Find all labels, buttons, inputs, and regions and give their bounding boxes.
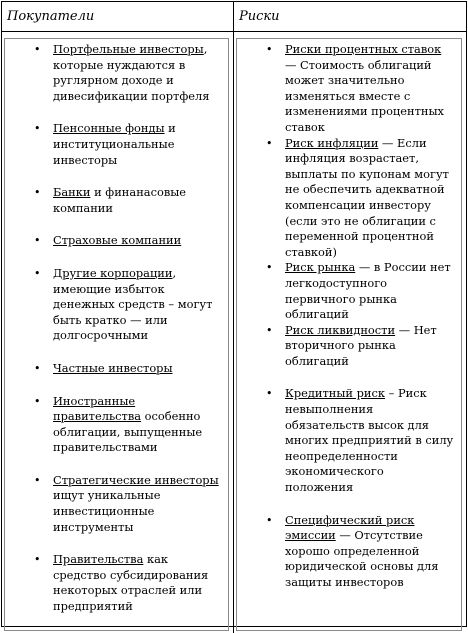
buyer-text: , имеющие избыток денежных средств – могут быть кратко — или долгосрочными <box>53 265 213 343</box>
buyer-term: Пенсонные фонды <box>53 121 165 136</box>
risks-column <box>234 32 466 633</box>
risk-term: Специфический риск эмиссии <box>285 512 415 543</box>
list-item <box>5 473 222 535</box>
risk-term: Риск рынка <box>285 260 356 275</box>
list-item <box>237 42 455 136</box>
risks-list <box>237 42 455 591</box>
list-item <box>5 361 222 377</box>
buyer-text: особенно облигации, выпущенные правительствами <box>53 409 203 455</box>
list-item <box>5 266 222 344</box>
buyer-text: ищут уникальные инвестиционные инструменты <box>53 488 161 534</box>
buyer-term: Портфельные инвесторы <box>53 42 204 56</box>
buyer-term: Правительства <box>53 552 144 567</box>
buyer-text: и финанасовые компании <box>53 185 187 215</box>
list-item <box>5 552 222 614</box>
buyer-term: Банки <box>53 185 91 200</box>
list-item <box>5 42 222 104</box>
buyers-risks-table <box>1 1 467 627</box>
risk-text: — в России нет легкодоступного первичного рынка облигаций <box>285 260 451 322</box>
buyer-term: Частные инвесторы <box>53 360 173 375</box>
buyer-text: как средство субсидирования некоторых отраслей или предприятий <box>53 552 209 614</box>
list-item <box>237 260 455 322</box>
buyers-column <box>2 32 234 633</box>
risk-text: — Если инфляция возрастает, выплаты по купонам могут не обеспечить адекватной компенсации инвестору (если это не облигации с переменной процентной ставкой) <box>285 135 449 259</box>
risk-text: – Риск невыполнения обязательств высок для многих предприятий в силу неопределенности экономического положения <box>285 386 454 495</box>
header-risks: Риски <box>234 2 466 32</box>
risk-term: Риск ликвидности <box>285 322 396 337</box>
risk-term: Кредитный риск <box>285 386 386 401</box>
buyers-frame <box>4 38 229 631</box>
list-item <box>5 394 222 456</box>
risk-text: — Нет вторичного рынка облигаций <box>285 322 437 368</box>
list-item <box>5 185 222 216</box>
risk-text: — Стоимость облигаций может значительно изменяться вместе с изменениями процентных ставок <box>285 57 444 134</box>
buyer-term: Стратегические инвесторы <box>53 472 219 487</box>
risk-term: Риски процентных ставок <box>285 42 442 56</box>
risks-frame <box>236 38 462 631</box>
buyer-term: Иностранные правительства <box>53 393 142 424</box>
list-item <box>5 233 222 249</box>
list-item <box>5 121 222 168</box>
risk-text: — Отсутствие хорошо определенной юридической основы для защиты инвесторов <box>285 528 439 589</box>
buyer-term: Страховые компании <box>53 233 182 248</box>
list-item <box>237 386 455 495</box>
list-item <box>237 136 455 261</box>
buyer-text: и институциональные инвесторы <box>53 121 176 167</box>
list-item <box>237 323 455 370</box>
header-buyers: Покупатели <box>2 2 234 32</box>
buyers-list <box>5 42 222 615</box>
list-item <box>237 513 455 591</box>
buyer-term: Другие корпорации <box>53 265 173 280</box>
risk-term: Риск инфляции <box>285 135 379 150</box>
buyer-text: , которые нуждаются в руглярном доходе и дивесификации портфеля <box>53 42 210 103</box>
